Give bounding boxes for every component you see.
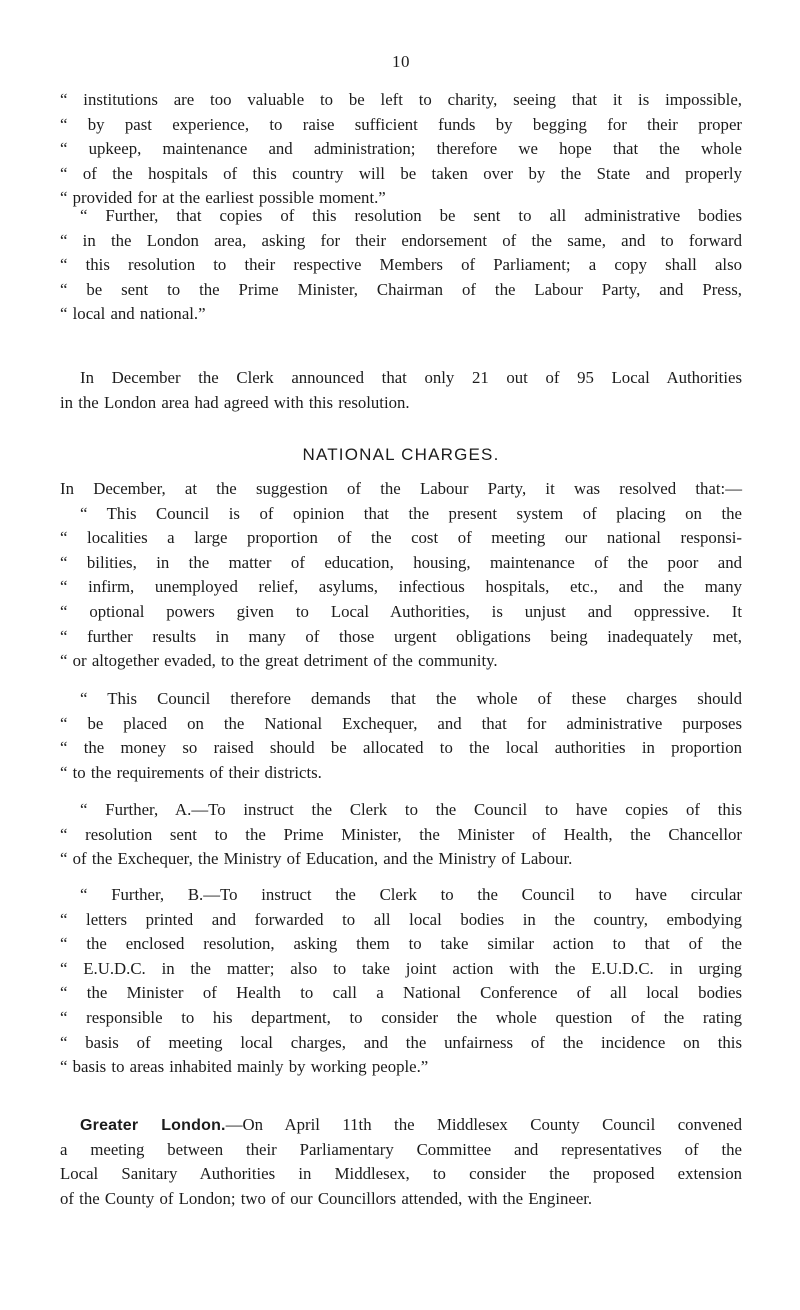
text-line: “ in the London area, asking for their endorsement of the same, and to forward <box>60 230 742 250</box>
text-line: “ the enclosed resolution, asking them to take similar action to that of the <box>60 934 742 954</box>
text-line: “ Further, A.—To instruct the Clerk to the Council to have copies of this <box>80 800 742 819</box>
text-line: “ the money so raised should be allocated to the local authorities in proportion <box>60 738 742 758</box>
text-line: of the County of London; two of our Councillors attended, with the Engineer. <box>60 1188 593 1208</box>
text-line: “ the Minister of Health to call a National Conference of all local bodies <box>60 983 742 1003</box>
text-line: In December the Clerk announced that only 21 out of 95 Local Authorities <box>80 368 742 387</box>
text-line: “ Further, B.—To instruct the Clerk to the Council to have circular <box>80 885 742 904</box>
text-line: “ Further, that copies of this resolution be sent to all administrative bodies <box>80 206 742 225</box>
text-line: “ be placed on the National Exchequer, and that for administrative purposes <box>60 713 742 733</box>
text-line: “ This Council is of opinion that the present system of placing on the <box>80 503 742 523</box>
text-line: “ upkeep, maintenance and administration; therefore we hope that the whole <box>60 139 742 159</box>
page-number: 10 <box>392 52 410 71</box>
text-line: a meeting between their Parliamentary Committee and representatives of the <box>60 1139 742 1159</box>
text-line <box>60 1113 742 1138</box>
paragraph-further-a <box>60 798 742 872</box>
text-line: “ bilities, in the matter of education, housing, maintenance of the poor and <box>60 552 742 572</box>
paragraph-greater-london <box>60 1113 742 1211</box>
text-line: in the London area had agreed with this resolution. <box>60 392 410 412</box>
paragraph-further-b <box>60 883 742 1080</box>
text-line: “ this resolution to their respective Members of Parliament; a copy shall also <box>60 255 742 275</box>
section-heading-national-charges: NATIONAL CHARGES. <box>302 445 500 464</box>
text-line: “ provided for at the earliest possible moment.” <box>60 188 386 208</box>
text-line: “ basis of meeting local charges, and the unfairness of the incidence on this <box>60 1032 742 1052</box>
document-page <box>60 0 742 1310</box>
paragraph-hospitals-resolution-end <box>60 88 742 211</box>
text-line: “ letters printed and forwarded to all local bodies in the country, embodying <box>60 909 742 929</box>
text-line: “ further results in many of those urgent obligations being inadequately met, <box>60 626 742 646</box>
text-line: “ local and national.” <box>60 304 206 324</box>
text-line: “ E.U.D.C. in the matter; also to take joint action with the E.U.D.C. in urging <box>60 958 742 978</box>
text-line: “ localities a large proportion of the cost of meeting our national responsi- <box>60 528 742 548</box>
text-line: “ responsible to his department, to consider the whole question of the rating <box>60 1007 742 1027</box>
text-line: “ to the requirements of their districts. <box>60 762 322 782</box>
text-line: “ or altogether evaded, to the great detriment of the community. <box>60 651 498 671</box>
text-line: “ by past experience, to raise sufficient funds by begging for their proper <box>60 114 742 134</box>
text-line: “ of the Exchequer, the Ministry of Education, and the Ministry of Labour. <box>60 849 573 869</box>
text-line: “ of the hospitals of this country will be taken over by the State and properly <box>60 163 742 183</box>
paragraph-clerk-announcement <box>60 366 742 415</box>
text-line: Local Sanitary Authorities in Middlesex, to consider the proposed extension <box>60 1164 742 1184</box>
text-line: “ be sent to the Prime Minister, Chairman of the Labour Party, and Press, <box>60 279 742 299</box>
text-line: “ optional powers given to Local Authorities, is unjust and oppressive. It <box>60 601 742 621</box>
text-line: “ institutions are too valuable to be left to charity, seeing that it is impossible, <box>60 90 742 109</box>
paragraph-national-charges-resolution <box>60 477 742 674</box>
text-line: “ infirm, unemployed relief, asylums, infectious hospitals, etc., and the many <box>60 577 742 597</box>
text-line: “ basis to areas inhabited mainly by working people.” <box>60 1057 429 1077</box>
paragraph-council-demands <box>60 687 742 785</box>
text-line: “ resolution sent to the Prime Minister, the Minister of Health, the Chancellor <box>60 824 742 844</box>
text-line: “ This Council therefore demands that the whole of these charges should <box>80 689 742 708</box>
paragraph-further-copies <box>60 204 742 327</box>
greater-london-first-line: —On April 11th the Middlesex County Council convened <box>225 1115 742 1134</box>
greater-london-lead: Greater London. <box>80 1117 226 1134</box>
text-line: In December, at the suggestion of the Labour Party, it was resolved that:— <box>60 479 742 498</box>
